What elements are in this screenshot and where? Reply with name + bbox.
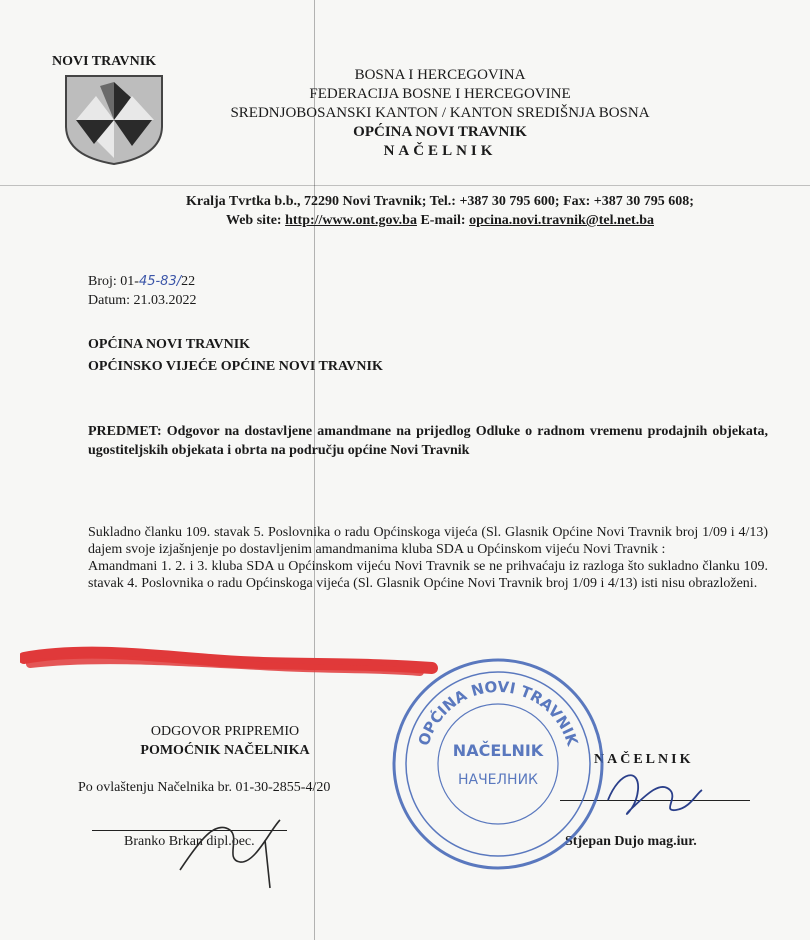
contact-address: Kralja Tvrtka b.b., 72290 Novi Travnik; Tel.: +387 30 795 600; Fax: +387 30 795 608; (186, 194, 694, 209)
letterhead-line-canton: SREDNJOBOSANSKI KANTON / KANTON SREDIŠNJA BOSNA (230, 105, 650, 121)
addressee-block (88, 334, 383, 378)
web-label: Web site: (225, 213, 282, 228)
subject-line: PREDMET: Odgovor na dostavljene amandmane na prijedlog Odluke o radnom vremenu prodajnih objekata, ugostiteljskih objekata i obrta na području općine Novi Travnik (88, 424, 768, 458)
svg-text:OPĆINA NOVI TRAVNIK (415, 678, 582, 749)
web-link[interactable]: http://www.ont.gov.ba (285, 213, 417, 228)
letterhead-line-country: BOSNA I HERCEGOVINA (354, 67, 526, 83)
prepared-by-block (120, 722, 330, 760)
reference-number: Broj: 01-45-83/22 (88, 274, 196, 289)
letterhead-office: OPĆINA NOVI TRAVNIK (353, 124, 527, 140)
authorization-line: Po ovlaštenju Načelnika br. 01-30-2855-4/20 (78, 780, 331, 795)
letterhead-block (200, 66, 680, 161)
reference-block (88, 272, 197, 310)
body-paragraph-2: Amandmani 1. 2. i 3. kluba SDA u Općinskom vijeću Novi Travnik se ne prihvaćaju iz razloga što sukladno članku 109. stavak 4. Poslovnika o radu Općinskoga vijeća (Sl. Glasnik Općine Novi Travnik broj 1/09 i 4/13) isti nisu obrazloženi. (88, 559, 768, 591)
handwritten-number: 45-83/ (138, 274, 182, 289)
stamp-center-bottom: НАЧЕЛНИК (457, 772, 539, 788)
prepared-by-label: ODGOVOR PRIPREMIO (150, 724, 300, 739)
addressee-line-1: OPĆINA NOVI TRAVNIK (88, 337, 251, 352)
addressee-line-2: OPĆINSKO VIJEĆE OPĆINE NOVI TRAVNIK (88, 359, 383, 374)
body-paragraph-1: Sukladno članku 109. stavak 5. Poslovnika o radu Općinskoga vijeća (Sl. Glasnik Općine Novi Travnik broj 1/09 i 4/13) dajem svoje izjašnjenje po dostavljenim amandmanima kluba SDA u Općinskom vijeću Novi Travnik : (88, 525, 768, 557)
red-redaction-mark (20, 640, 440, 680)
letterhead-line-federation: FEDERACIJA BOSNE I HERCEGOVINE (309, 86, 571, 102)
handwritten-signature-left (170, 800, 300, 890)
municipality-name: NOVI TRAVNIK (52, 54, 157, 69)
contact-block (90, 192, 790, 230)
email-label: E-mail: (420, 213, 466, 228)
stamp-ring-text: OPĆINA NOVI TRAVNIK (414, 677, 582, 748)
reference-date: Datum: 21.03.2022 (88, 293, 197, 308)
paper-fold-horizontal (0, 185, 810, 186)
left-signatory-name: Branko Brkan dipl.oec. (124, 834, 255, 849)
letter-body (88, 524, 768, 592)
official-stamp-icon (386, 652, 610, 876)
coat-of-arms-icon (64, 74, 164, 166)
mayor-title: NAČELNIK (594, 752, 694, 767)
handwritten-signature-right (600, 760, 710, 830)
letterhead-head: NAČELNIK (383, 143, 497, 159)
right-signatory-name: Stjepan Dujo mag.iur. (565, 834, 697, 849)
stamp-center-top: NAČELNIK (452, 741, 544, 760)
assistant-title: POMOĆNIK NAČELNIKA (140, 743, 310, 758)
email-link[interactable]: opcina.novi.travnik@tel.net.ba (469, 213, 654, 228)
